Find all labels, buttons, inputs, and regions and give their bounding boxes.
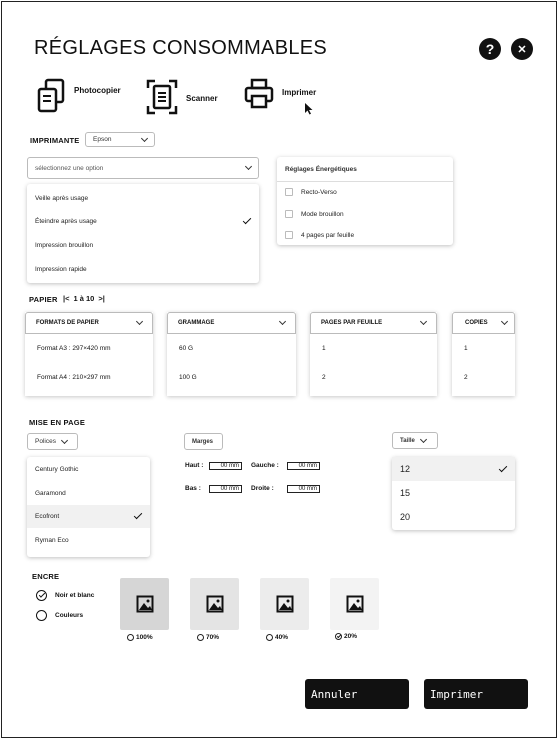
imprimer-label: Imprimer [282,87,317,97]
help-button[interactable]: ? [479,38,501,60]
close-button[interactable]: ✕ [511,38,533,60]
paper-label: PAPIER [29,295,58,304]
chevron-down-icon [420,435,427,442]
last-page-icon[interactable]: >| [98,294,105,303]
pages-per-sheet-value[interactable]: 2 [322,373,326,381]
left-margin-label: Gauche : [251,462,279,469]
chevron-down-icon [136,318,143,325]
font-item-selected[interactable]: Ecofront [27,505,150,528]
pages-per-sheet-value[interactable]: 1 [322,344,326,352]
size-item[interactable]: 15 [400,488,411,498]
image-icon [346,595,364,613]
check-icon [336,634,340,638]
paper-format-value[interactable]: Format A4 : 210×297 mm [37,373,111,381]
option-placeholder: sélectionnez une option [35,164,104,172]
size-item[interactable]: 20 [400,512,411,522]
first-page-icon[interactable]: |< [63,294,70,303]
ink-100-thumbnail[interactable] [120,578,169,630]
top-margin-field[interactable]: 00 mm [209,462,242,470]
grammage-value[interactable]: 60 G [179,344,194,352]
radio-checked[interactable] [335,633,342,640]
checkbox[interactable] [285,210,293,218]
option-item-selected[interactable]: Éteindre après usage [27,210,259,233]
energy-option[interactable]: Mode brouillon [277,210,352,218]
size-dropdown[interactable] [392,432,438,449]
radio[interactable] [127,634,134,641]
printer-label: IMPRIMANTE [30,136,80,145]
chevron-down-icon [420,318,427,325]
ink-100-option[interactable]: 100% [127,634,153,641]
check-icon [499,463,507,471]
ink-20-option[interactable]: 20% [335,633,357,640]
option-item[interactable]: Impression rapide [35,265,87,273]
margins-button[interactable]: Marges [184,433,223,450]
font-item[interactable]: Garamond [35,489,66,497]
size-label: Taille [400,437,415,444]
energy-panel [277,157,453,245]
radio-checked[interactable] [36,590,47,601]
option-select[interactable] [27,157,259,179]
bottom-margin-label: Bas : [185,485,201,492]
pages-per-sheet-dropdown[interactable]: PAGES PAR FEUILLE [310,312,437,334]
layout-label: MISE EN PAGE [29,418,86,427]
fonts-label: Polices [35,438,56,445]
paper-pager [63,294,105,303]
chevron-down-icon [279,318,286,325]
left-margin-field[interactable]: 00 mm [287,462,320,470]
ink-option-bw[interactable]: Noir et blanc [36,590,94,601]
copies-value[interactable]: 2 [464,373,468,381]
grammage-column [167,312,296,396]
ink-20-thumbnail[interactable] [330,578,379,630]
ink-option-color[interactable]: Couleurs [36,610,83,621]
chevron-down-icon [141,134,148,141]
photocopy-icon [36,78,66,114]
page-range: 1 à 10 [73,294,95,303]
font-item[interactable]: Ryman Eco [35,536,69,544]
printer-icon [244,78,274,110]
grammage-value[interactable]: 100 G [179,373,197,381]
scanner-button[interactable] [146,79,218,115]
image-icon [206,595,224,613]
print-button[interactable]: Imprimer [424,679,528,709]
ink-70-option[interactable]: 70% [197,634,219,641]
energy-title: Réglages Énergétiques [285,166,357,173]
scanner-icon [146,79,178,115]
printer-options-list [27,184,259,283]
radio[interactable] [197,634,204,641]
ink-label: ENCRE [32,572,60,581]
chevron-down-icon [245,163,252,170]
option-item[interactable]: Veille après usage [35,194,89,202]
photocopier-button[interactable] [36,78,121,114]
radio[interactable] [36,610,47,621]
check-icon [38,591,44,597]
printer-selected: Epson [93,136,112,143]
fonts-dropdown[interactable] [27,433,78,450]
printer-select[interactable] [85,132,155,147]
cancel-button[interactable]: Annuler [305,679,409,709]
ink-40-thumbnail[interactable] [260,578,309,630]
checkbox[interactable] [285,231,293,239]
chevron-down-icon [61,436,68,443]
cursor-icon [304,102,314,115]
fonts-list [27,457,150,557]
font-item[interactable]: Century Gothic [35,465,79,473]
check-icon [134,511,142,519]
photocopier-label: Photocopier [74,85,121,95]
option-item[interactable]: Impression brouillon [35,241,94,249]
paper-format-column [25,312,153,396]
divider [277,181,453,182]
ink-40-option[interactable]: 40% [266,634,288,641]
paper-format-dropdown[interactable]: FORMATS DE PAPIER [25,312,153,334]
bottom-margin-field[interactable]: 00 mm [209,485,242,493]
size-list [392,457,515,530]
top-margin-label: Haut : [185,462,204,469]
size-item-selected[interactable]: 12 [392,457,515,481]
page-title: RÉGLAGES CONSOMMABLES [34,37,328,59]
check-icon [243,216,251,224]
ink-70-thumbnail[interactable] [190,578,239,630]
checkbox[interactable] [285,188,293,196]
radio[interactable] [266,634,273,641]
copies-dropdown[interactable]: COPIES [452,312,515,334]
chevron-down-icon [501,318,508,325]
right-margin-field[interactable]: 00 mm [287,485,320,493]
copies-column [452,312,515,396]
image-icon [136,595,154,613]
copies-value[interactable]: 1 [464,344,468,352]
paper-format-value[interactable]: Format A3 : 297×420 mm [37,344,111,352]
right-margin-label: Droite : [251,485,274,492]
scanner-label: Scanner [186,93,218,103]
grammage-dropdown[interactable]: GRAMMAGE [167,312,296,334]
image-icon [276,595,294,613]
energy-option[interactable]: 4 pages par feuille [277,231,362,239]
energy-option[interactable]: Recto-Verso [277,188,345,196]
pages-per-sheet-column [310,312,437,396]
